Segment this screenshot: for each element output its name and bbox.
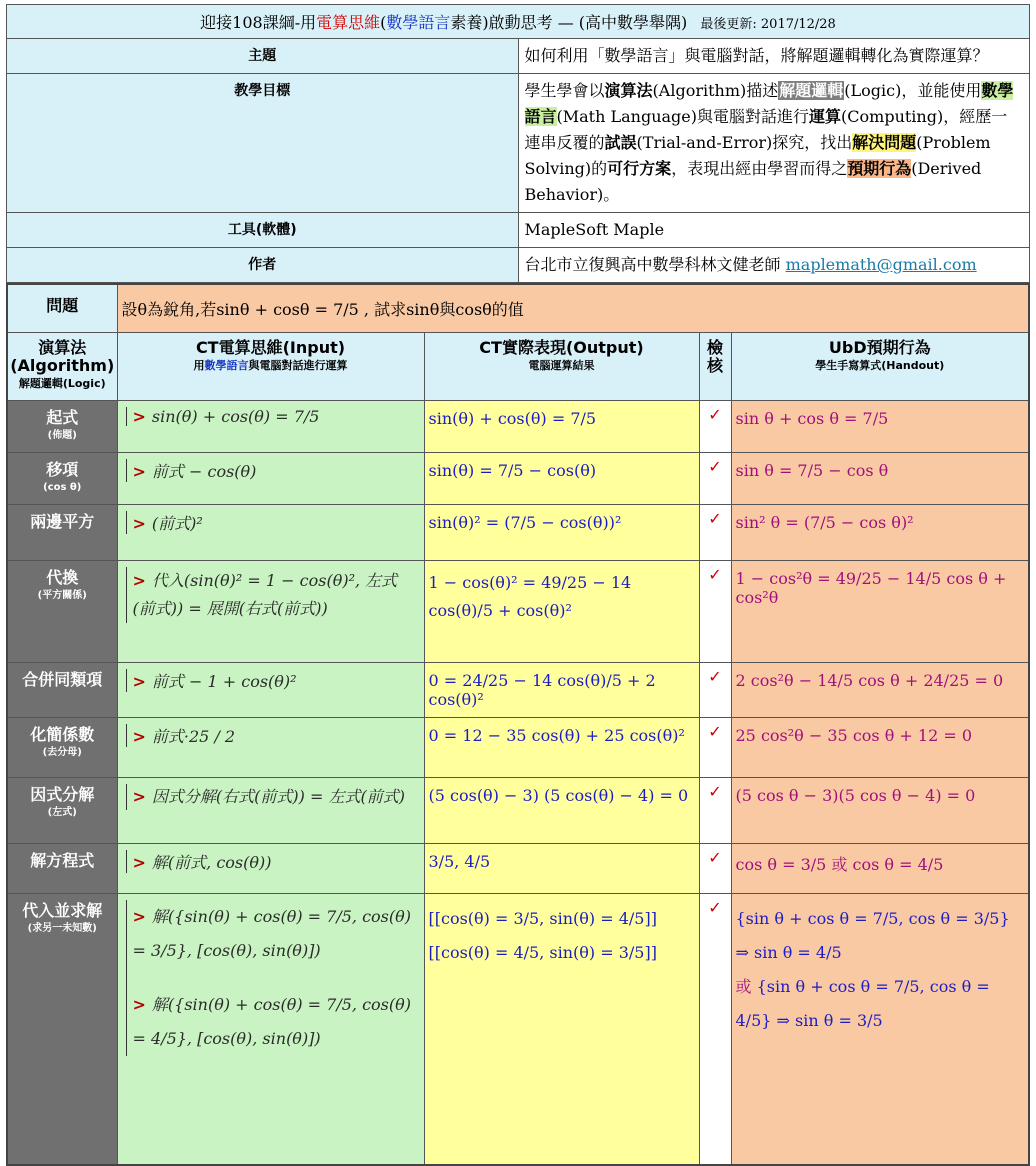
step-output: sin(θ) + cos(θ) = 7/5 — [424, 400, 699, 452]
tool-label: 工具(軟體) — [7, 213, 519, 248]
problem-text: 設θ為銳角,若sinθ + cosθ = 7/5 , 試求sinθ與cosθ的值 — [117, 284, 1029, 332]
goal-value: 學生學會以演算法(Algorithm)描述解題邏輯(Logic)，並能使用數學語言(Math Language)與電腦對話進行運算(Computing)，經歷一連串反覆的試誤(Trial-and-Error)探究，找出解決問題(Problem Solving)的可行方案，表現出經由學習而得之預期行為(Derived Behavior)。 — [518, 74, 1030, 213]
step-output: (5 cos(θ) − 3) (5 cos(θ) − 4) = 0 — [424, 777, 699, 843]
check-mark: ✓ — [699, 662, 731, 717]
problem-label: 問題 — [7, 284, 117, 332]
author-email-link[interactable]: maplemath@gmail.com — [785, 255, 977, 274]
title-ct: 電算思維 — [316, 13, 381, 32]
step-input[interactable]: > 前式·25 / 2 — [117, 717, 424, 777]
table-row — [7, 452, 1029, 504]
step-output: sin(θ) = 7/5 − cos(θ) — [424, 452, 699, 504]
step-name: 因式分解 (左式) — [7, 777, 117, 843]
step-input[interactable]: > 解({sin(θ) + cos(θ) = 7/5, cos(θ) = 3/5}, [cos(θ), sin(θ)]) > 解({sin(θ) + cos(θ) = 7/5, cos(θ) = 4/5}, [cos(θ), sin(θ)]) — [117, 893, 424, 1165]
check-mark: ✓ — [699, 717, 731, 777]
author-label: 作者 — [7, 248, 519, 283]
step-name: 移項 (cos θ) — [7, 452, 117, 504]
step-output: sin(θ)² = (7/5 − cos(θ))² — [424, 504, 699, 560]
step-name: 解方程式 — [7, 843, 117, 893]
check-mark: ✓ — [699, 452, 731, 504]
step-ubd: sin θ = 7/5 − cos θ — [731, 452, 1029, 504]
step-input[interactable]: > 前式 − cos(θ) — [117, 452, 424, 504]
step-ubd: 2 cos²θ − 14/5 cos θ + 24/25 = 0 — [731, 662, 1029, 717]
title-prefix: 迎接108課綱-用 — [200, 13, 317, 32]
step-name: 兩邊平方 — [7, 504, 117, 560]
step-name: 合併同類項 — [7, 662, 117, 717]
table-row — [7, 560, 1029, 662]
step-ubd: sin θ + cos θ = 7/5 — [731, 400, 1029, 452]
check-mark: ✓ — [699, 893, 731, 1165]
step-name: 代入並求解 (求另一未知數) — [7, 893, 117, 1165]
col-ubd: UbD預期行為 學生手寫算式(Handout) — [731, 332, 1029, 400]
step-input[interactable]: > 代入(sin(θ)² = 1 − cos(θ)², 左式(前式)) = 展開(右式(前式)) — [117, 560, 424, 662]
col-output: CT實際表現(Output) 電腦運算結果 — [424, 332, 699, 400]
step-input[interactable]: > 解(前式, cos(θ)) — [117, 843, 424, 893]
goal-label: 教學目標 — [7, 74, 519, 213]
step-output: [[cos(θ) = 3/5, sin(θ) = 4/5]] [[cos(θ) = 4/5, sin(θ) = 3/5]] — [424, 893, 699, 1165]
check-mark: ✓ — [699, 504, 731, 560]
step-name: 化簡係數 (去分母) — [7, 717, 117, 777]
table-row — [7, 662, 1029, 717]
step-input[interactable]: > (前式)² — [117, 504, 424, 560]
step-ubd: sin² θ = (7/5 − cos θ)² — [731, 504, 1029, 560]
info-table — [6, 4, 1030, 283]
step-output: 3/5, 4/5 — [424, 843, 699, 893]
check-mark: ✓ — [699, 843, 731, 893]
step-ubd: cos θ = 3/5 或 cos θ = 4/5 — [731, 843, 1029, 893]
step-output: 1 − cos(θ)² = 49/25 − 14 cos(θ)/5 + cos(θ)² — [424, 560, 699, 662]
algorithm-table — [6, 283, 1030, 1166]
check-mark: ✓ — [699, 400, 731, 452]
table-row — [7, 717, 1029, 777]
tool-value: MapleSoft Maple — [518, 213, 1030, 248]
author-value: 台北市立復興高中數學科林文健老師 maplemath@gmail.com — [518, 248, 1030, 283]
step-output: 0 = 24/25 − 14 cos(θ)/5 + 2 cos(θ)² — [424, 662, 699, 717]
step-ubd: 25 cos²θ − 35 cos θ + 12 = 0 — [731, 717, 1029, 777]
step-ubd: 1 − cos²θ = 49/25 − 14/5 cos θ + cos²θ — [731, 560, 1029, 662]
title-ml: 數學語言 — [386, 13, 451, 32]
step-input[interactable]: > sin(θ) + cos(θ) = 7/5 — [117, 400, 424, 452]
step-name: 代換 (平方關係) — [7, 560, 117, 662]
table-row — [7, 400, 1029, 452]
step-output: 0 = 12 − 35 cos(θ) + 25 cos(θ)² — [424, 717, 699, 777]
topic-label: 主題 — [7, 39, 519, 74]
last-updated: 最後更新: 2017/12/28 — [700, 17, 836, 32]
table-row — [7, 893, 1029, 1165]
step-input[interactable]: > 前式 − 1 + cos(θ)² — [117, 662, 424, 717]
step-name: 起式 (佈題) — [7, 400, 117, 452]
table-row — [7, 777, 1029, 843]
col-check: 檢核 — [699, 332, 731, 400]
topic-value: 如何利用「數學語言」與電腦對話，將解題邏輯轉化為實際運算？ — [518, 39, 1030, 74]
step-ubd: {sin θ + cos θ = 7/5, cos θ = 3/5} ⇒ sin θ = 4/5 或 {sin θ + cos θ = 7/5, cos θ = 4/5} ⇒ sin θ = 3/5 — [731, 893, 1029, 1165]
step-input[interactable]: > 因式分解(右式(前式)) = 左式(前式) — [117, 777, 424, 843]
page-title — [7, 5, 1030, 39]
title-suffix: 素養)啟動思考 — (高中數學舉隅) — [450, 13, 688, 32]
check-mark: ✓ — [699, 777, 731, 843]
check-mark: ✓ — [699, 560, 731, 662]
col-algorithm: 演算法 (Algorithm) 解題邏輯(Logic) — [7, 332, 117, 400]
table-row — [7, 843, 1029, 893]
col-input: CT電算思維(Input) 用數學語言與電腦對話進行運算 — [117, 332, 424, 400]
step-ubd: (5 cos θ − 3)(5 cos θ − 4) = 0 — [731, 777, 1029, 843]
title-paren: ( — [380, 13, 387, 32]
table-row — [7, 504, 1029, 560]
